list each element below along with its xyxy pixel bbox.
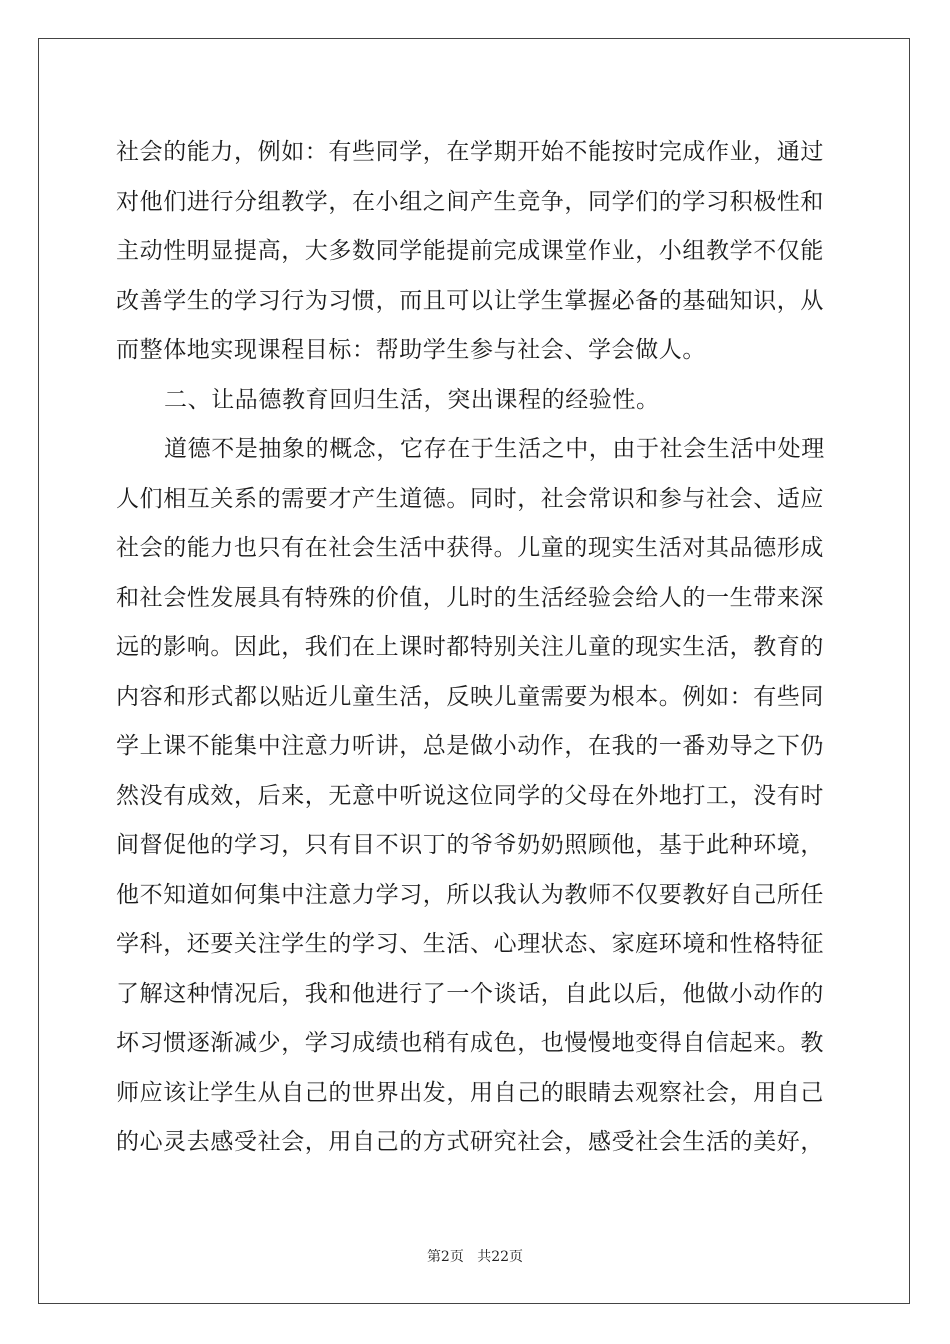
text-line: 和社会性发展具有特殊的价值，儿时的生活经验会给人的一生带来深 — [116, 584, 824, 611]
total-pages-label: 共22页 — [477, 1249, 524, 1265]
text-line: 学科，还要关注学生的学习、生活、心理状态、家庭环境和性格特征 — [116, 931, 824, 957]
text-line: 对他们进行分组教学，在小组之间产生竞争，同学们的学习积极性和 — [116, 188, 824, 215]
text-line: 主动性明显提高，大多数同学能提前完成课堂作业，小组教学不仅能 — [116, 238, 824, 264]
text-line: 他不知道如何集中注意力学习，所以我认为教师不仅要教好自己所任 — [116, 881, 824, 908]
text-line: 内容和形式都以贴近儿童生活，反映儿童需要为根本。例如：有些同 — [116, 683, 824, 710]
text-line: 坏习惯逐渐减少，学习成绩也稍有成色，也慢慢地变得自信起来。教 — [116, 1030, 824, 1056]
text-line: 师应该让学生从自己的世界出发，用自己的眼睛去观察社会，用自己 — [116, 1079, 824, 1106]
text-line: 而整体地实现课程目标：帮助学生参与社会、学会做人。 — [116, 337, 706, 363]
text-line: 间督促他的学习，只有目不识丁的爷爷奶奶照顾他，基于此种环境， — [116, 832, 824, 858]
page-footer — [0, 1246, 950, 1266]
document-body — [116, 128, 836, 1168]
text-line: 了解这种情况后，我和他进行了一个谈话，自此以后，他做小动作的 — [116, 980, 824, 1007]
footer-spacer — [464, 1249, 477, 1265]
text-line: 社会的能力也只有在社会生活中获得。儿童的现实生活对其品德形成 — [116, 535, 824, 561]
text-line: 二、让品德教育回归生活，突出课程的经验性。 — [164, 386, 660, 413]
text-line: 社会的能力，例如：有些同学，在学期开始不能按时完成作业，通过 — [116, 139, 824, 165]
text-line: 的心灵去感受社会，用自己的方式研究社会，感受社会生活的美好， — [116, 1129, 824, 1155]
text-line: 远的影响。因此，我们在上课时都特别关注儿童的现实生活，教育的 — [116, 634, 824, 660]
text-line: 道德不是抽象的概念，它存在于生活之中，由于社会生活中处理 — [164, 436, 825, 462]
text-line: 人们相互关系的需要才产生道德。同时，社会常识和参与社会、适应 — [116, 485, 824, 512]
text-line: 改善学生的学习行为习惯，而且可以让学生掌握必备的基础知识，从 — [116, 287, 824, 314]
current-page-label: 第2页 — [426, 1249, 464, 1265]
text-line: 学上课不能集中注意力听讲，总是做小动作，在我的一番劝导之下仍 — [116, 733, 824, 759]
text-line: 然没有成效，后来，无意中听说这位同学的父母在外地打工，没有时 — [116, 782, 824, 809]
